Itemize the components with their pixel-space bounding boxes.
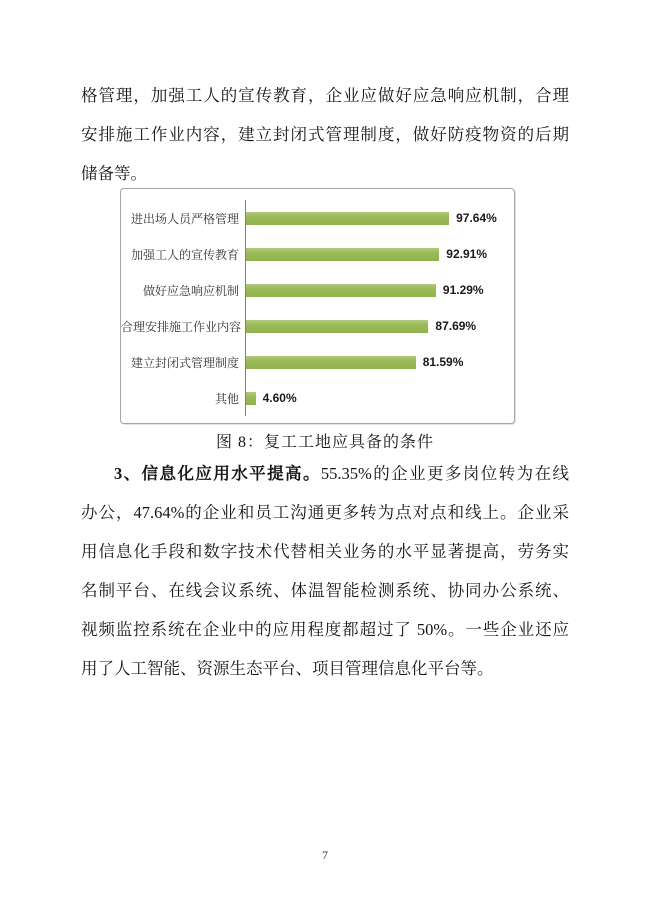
- chart-category-label: 做好应急响应机制: [142, 283, 239, 298]
- chart-value-label: 87.69%: [435, 319, 477, 333]
- chart-bar: [246, 356, 416, 369]
- chart-bar-area: [245, 272, 514, 308]
- chart-category-label: 加强工人的宣传教育: [130, 247, 239, 262]
- chart-bar-area: [245, 236, 514, 272]
- text-line: 安排施工作业内容，建立封闭式管理制度，做好防疫物资的后期: [81, 125, 569, 144]
- chart-plot-area: [121, 200, 514, 416]
- chart-value-label: 81.59%: [422, 355, 464, 369]
- section-heading: 3、信息化应用水平提高。: [114, 464, 321, 483]
- chart-row: [121, 236, 514, 272]
- text-line: 视频监控系统在企业中的应用程度都超过了 50%。一些企业还应: [81, 620, 569, 639]
- text-line: 办公，47.64%的企业和员工沟通更多转为点对点和线上。企业采: [81, 503, 569, 522]
- chart-bar-area: [245, 344, 514, 380]
- chart-bar: [246, 320, 428, 333]
- chart-bar: [246, 392, 256, 405]
- chart-bar: [246, 248, 439, 261]
- text-line: 格管理，加强工人的宣传教育，企业应做好应急响应机制，合理: [81, 86, 569, 105]
- paragraph-continued: [81, 76, 569, 193]
- chart-row: [121, 344, 514, 380]
- text-run: 55.35%的企业更多岗位转为在线: [320, 464, 569, 483]
- chart-value-label: 92.91%: [446, 247, 487, 261]
- chart-bar: [246, 212, 449, 225]
- chart-value-label: 97.64%: [456, 211, 497, 225]
- text-line: [81, 454, 569, 493]
- chart-value-label: 4.60%: [262, 391, 297, 405]
- figure-caption: 图 8：复工工地应具备的条件: [215, 434, 434, 451]
- chart-bar-area: [245, 380, 514, 416]
- text-line: 名制平台、在线会议系统、体温智能检测系统、协同办公系统、: [81, 581, 569, 600]
- chart-bar-area: [245, 308, 514, 344]
- chart-bar-area: [245, 200, 514, 236]
- chart-row: [121, 272, 514, 308]
- chart-row: [121, 308, 514, 344]
- text-line: 储备等。: [81, 164, 147, 183]
- text-line: 用了人工智能、资源生态平台、项目管理信息化平台等。: [81, 659, 494, 678]
- page-number: 7: [322, 848, 328, 862]
- paragraph-section-3: [81, 454, 569, 688]
- chart-category-label: 进出场人员严格管理: [130, 211, 239, 226]
- chart-category-label: 其他: [214, 391, 239, 406]
- chart-value-label: 91.29%: [442, 283, 484, 297]
- chart-category-label: 合理安排施工作业内容: [121, 319, 242, 334]
- text-line: 用信息化手段和数字技术代替相关业务的水平显著提高，劳务实: [81, 542, 569, 561]
- chart-bar: [246, 284, 436, 297]
- figure-8-bar-chart: [120, 188, 515, 424]
- chart-row: [121, 200, 514, 236]
- chart-category-label: 建立封闭式管理制度: [130, 355, 239, 370]
- chart-row: [121, 380, 514, 416]
